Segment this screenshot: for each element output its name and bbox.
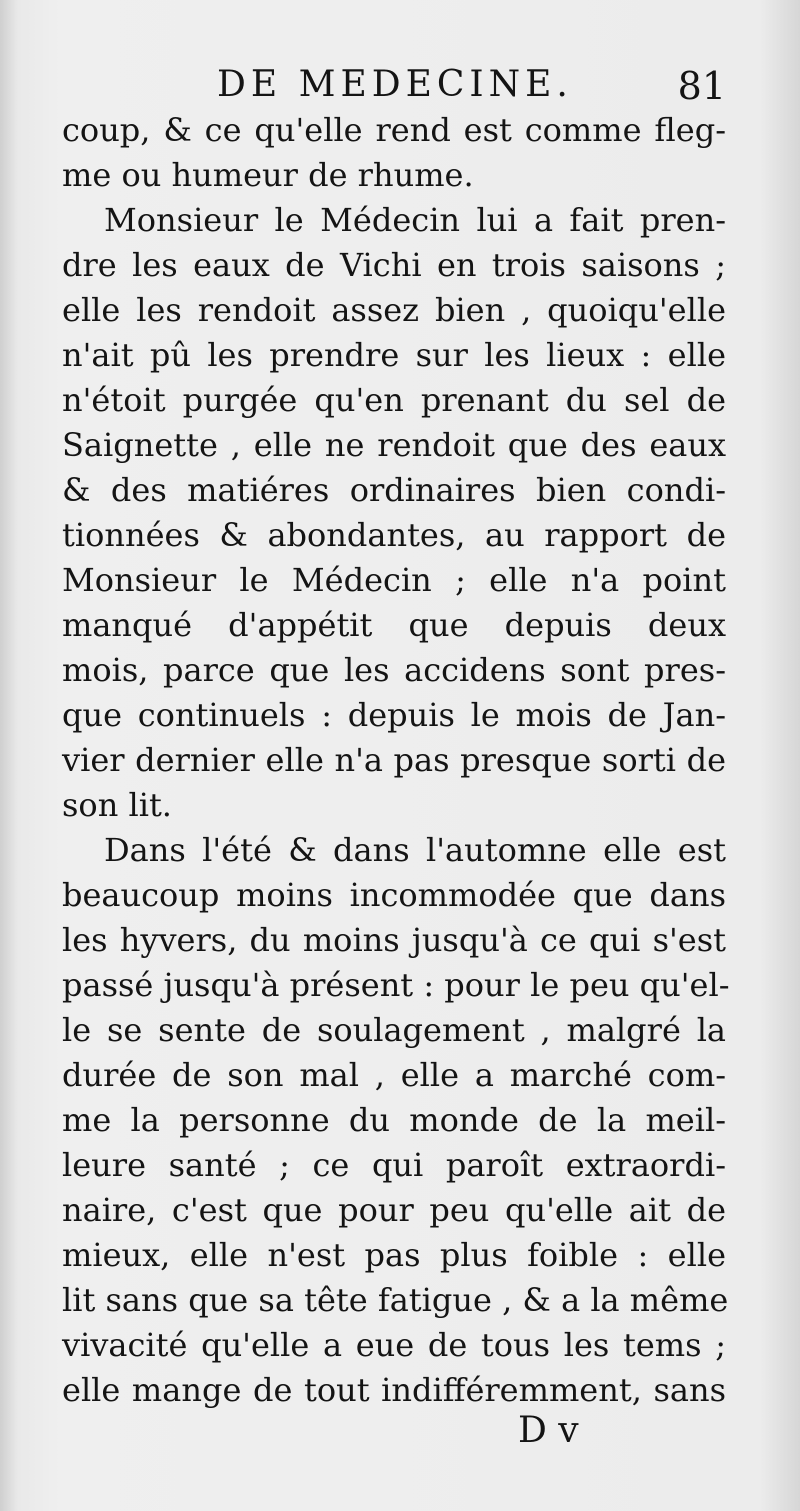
text-line: le se sente de soulagement , malgré la xyxy=(62,1011,726,1049)
text-line: que continuels : depuis le mois de Jan- xyxy=(62,696,726,734)
text-line: les hyvers, du moins jusqu'à ce qui s'est xyxy=(62,921,726,959)
text-line: elle les rendoit assez bien , quoiqu'elle xyxy=(62,291,726,329)
text-line: manqué d'appétit que depuis deux xyxy=(62,606,726,644)
text-line: leure santé ; ce qui paroît extraordi- xyxy=(62,1146,726,1184)
text-line: coup, & ce qu'elle rend est comme fleg- xyxy=(62,111,726,149)
text-line: Saignette , elle ne rendoit que des eaux xyxy=(62,426,726,464)
text-line: mois, parce que les accidens sont pres- xyxy=(62,651,726,689)
signature-mark: D v xyxy=(518,1410,579,1451)
text-line: vivacité qu'elle a eue de tous les tems ; xyxy=(62,1326,726,1364)
text-line: & des matiéres ordinaires bien condi- xyxy=(62,471,726,509)
text-line: dre les eaux de Vichi en trois saisons ; xyxy=(62,246,726,284)
text-line: Monsieur le Médecin lui a fait pren- xyxy=(104,201,726,239)
text-line: n'ait pû les prendre sur les lieux : elle xyxy=(62,336,726,374)
text-line: Monsieur le Médecin ; elle n'a point xyxy=(62,561,726,599)
text-line: beaucoup moins incommodée que dans xyxy=(62,876,726,914)
text-line: lit sans que sa tête fatigue , & a la même xyxy=(62,1281,729,1319)
text-line: Dans l'été & dans l'automne elle est xyxy=(104,831,726,869)
text-line: me ou humeur de rhume. xyxy=(62,156,474,194)
text-line: son lit. xyxy=(62,786,172,824)
body-text xyxy=(62,108,730,1413)
page-number: 81 xyxy=(677,64,726,108)
text-line: mieux, elle n'est pas plus foible : elle xyxy=(62,1236,726,1274)
running-head-title: DE MEDECINE. xyxy=(217,64,573,105)
text-line: passé jusqu'à présent : pour le peu qu'el- xyxy=(62,966,730,1004)
text-line: tionnées & abondantes, au rapport de xyxy=(62,516,726,554)
text-line: naire, c'est que pour peu qu'elle ait de xyxy=(62,1191,726,1229)
text-line: elle mange de tout indifféremment, sans xyxy=(62,1371,726,1409)
text-line: vier dernier elle n'a pas presque sorti de xyxy=(62,741,726,779)
text-line: durée de son mal , elle a marché com- xyxy=(62,1056,726,1094)
text-line: me la personne du monde de la meil- xyxy=(62,1101,726,1139)
text-line: n'étoit purgée qu'en prenant du sel de xyxy=(62,381,726,419)
